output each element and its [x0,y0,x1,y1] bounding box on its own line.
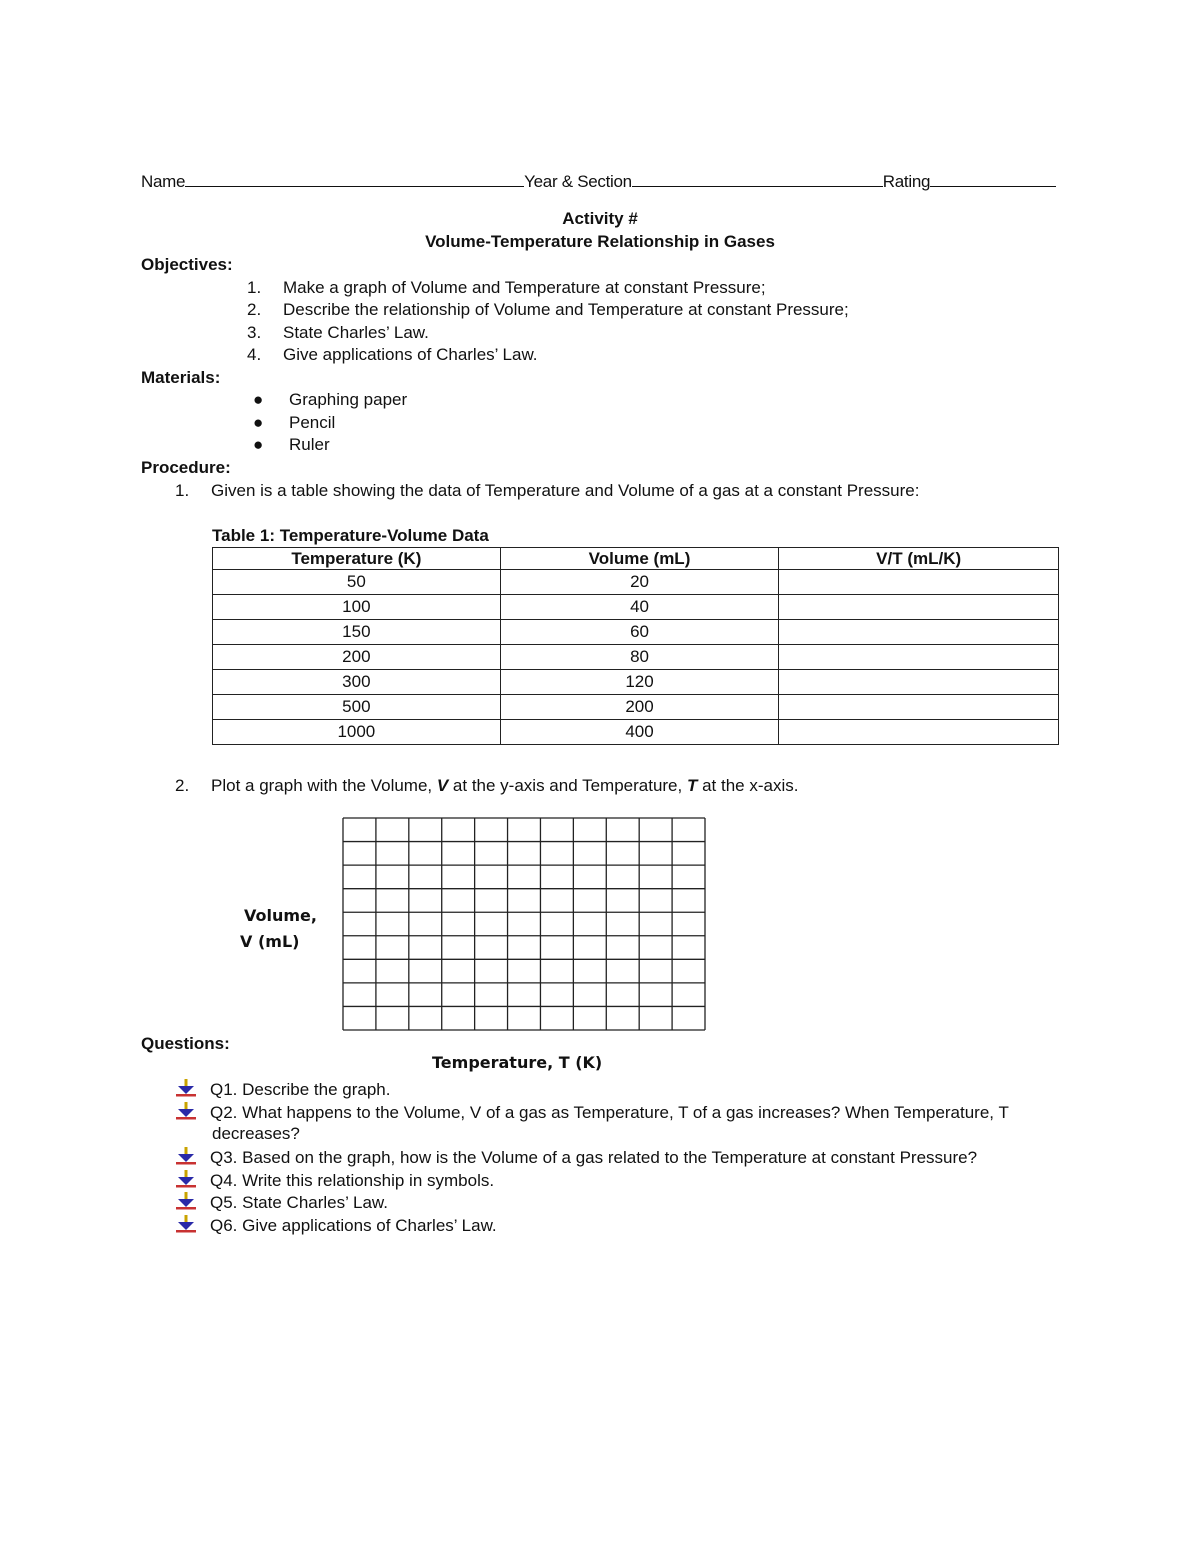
arrow-down-bullet-icon [176,1079,196,1097]
rating-line[interactable] [930,170,1056,187]
year-section-line[interactable] [632,170,883,187]
vt-answer-cell[interactable] [779,570,1059,595]
material-item: ● Graphing paper [253,390,408,409]
rating-label: Rating [882,172,931,191]
table-row: 50 20 [213,570,1059,595]
question-text: decreases? [212,1124,300,1143]
temperature-volume-table [212,547,1059,745]
table-header: V/T (mL/K) [779,548,1059,570]
table-header-row [213,548,1059,570]
table-row: 100 40 [213,595,1059,620]
vt-answer-cell[interactable] [779,595,1059,620]
year-section-label: Year & Section [524,172,632,191]
material-item: ● Pencil [253,413,336,432]
vt-answer-cell[interactable] [779,695,1059,720]
name-line[interactable] [185,170,524,187]
procedure-step-2: 2. Plot a graph with the Volume, V at the y-axis and Temperature, T at the x-axis. [175,776,799,795]
vt-answer-cell[interactable] [779,645,1059,670]
objectives-heading: Objectives: [141,255,233,274]
name-label: Name [141,172,186,191]
activity-title: Activity # [562,209,638,228]
question-item [176,1079,390,1100]
question-item [176,1170,494,1191]
procedure-step-1: 1. Given is a table showing the data of Temperature and Volume of a gas at a constant Pressure: [175,481,920,500]
question-item [176,1147,977,1168]
table-header: Temperature (K) [213,548,501,570]
arrow-down-bullet-icon [176,1102,196,1120]
question-text: Q4. Write this relationship in symbols. [210,1171,495,1190]
activity-subtitle: Volume-Temperature Relationship in Gases [425,232,775,251]
question-text: Q1. Describe the graph. [210,1080,391,1099]
graph-ylabel-line1: Volume, [244,906,317,925]
question-text: Q6. Give applications of Charles’ Law. [210,1216,497,1235]
arrow-down-bullet-icon [176,1192,196,1210]
graph-ylabel-line2: V (mL) [240,932,300,951]
arrow-down-bullet-icon [176,1215,196,1233]
materials-heading: Materials: [141,368,221,387]
vt-answer-cell[interactable] [779,720,1059,745]
procedure-heading: Procedure: [141,458,231,477]
question-text: Q5. State Charles’ Law. [210,1193,388,1212]
question-text: Q2. What happens to the Volume, V of a gas as Temperature, T of a gas increases? When Temperature, T [210,1103,1009,1122]
table-header: Volume (mL) [500,548,779,570]
graph-xlabel: Temperature, T (K) [432,1053,603,1072]
table-caption: Table 1: Temperature-Volume Data [212,526,489,545]
table-row: 200 80 [213,645,1059,670]
header-fields [141,170,1056,192]
table-row: 1000 400 [213,720,1059,745]
question-text: Q3. Based on the graph, how is the Volume of a gas related to the Temperature at constant Pressure? [210,1148,978,1167]
objective-item: 2. Describe the relationship of Volume and Temperature at constant Pressure; [247,300,849,319]
table-row: 150 60 [213,620,1059,645]
objective-item: 1. Make a graph of Volume and Temperature at constant Pressure; [247,278,766,297]
bullet-icon: ● [253,390,264,409]
questions-heading: Questions: [141,1034,230,1053]
question-continuation [212,1124,300,1144]
arrow-down-bullet-icon [176,1147,196,1165]
table-row: 300 120 [213,670,1059,695]
objective-item: 4. Give applications of Charles’ Law. [247,345,538,364]
arrow-down-bullet-icon [176,1170,196,1188]
graph-grid[interactable] [342,817,708,1033]
bullet-icon: ● [253,413,264,432]
question-item [176,1215,497,1236]
table-row: 500 200 [213,695,1059,720]
vt-answer-cell[interactable] [779,620,1059,645]
material-item: ● Ruler [253,435,330,454]
objective-item: 3. State Charles’ Law. [247,323,429,342]
question-item [176,1192,388,1213]
question-item [176,1102,1009,1123]
bullet-icon: ● [253,435,264,454]
vt-answer-cell[interactable] [779,670,1059,695]
